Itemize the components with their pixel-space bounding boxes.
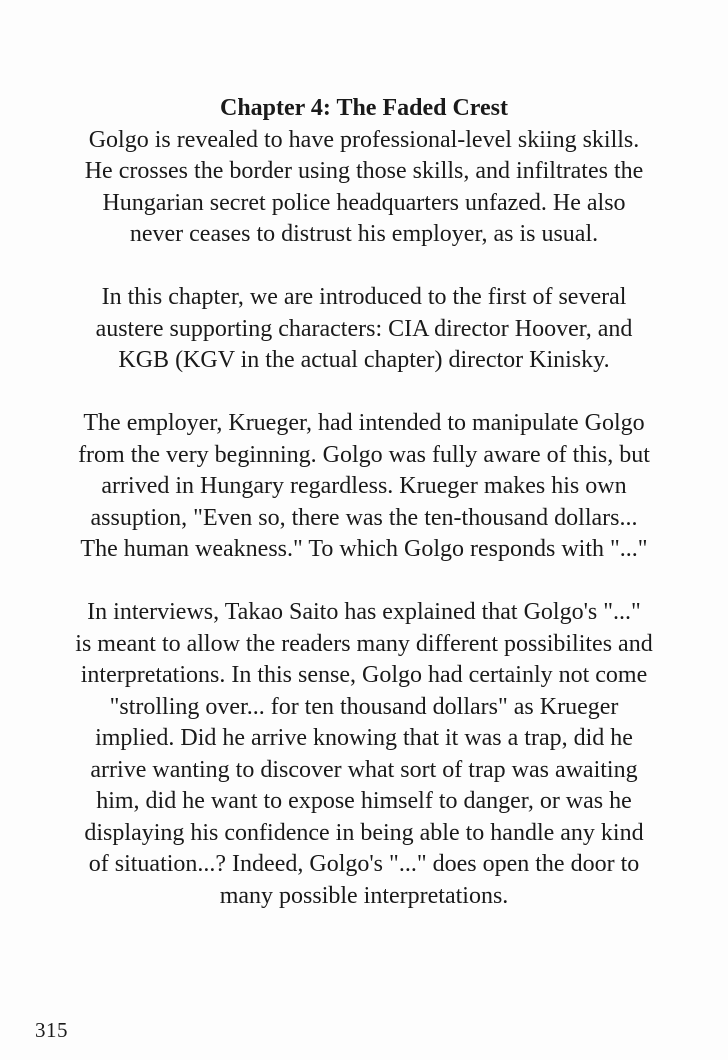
text-line: "strolling over... for ten thousand dollars" as Krueger: [109, 693, 619, 720]
text-line: displaying his confidence in being able to handle any kind: [84, 819, 644, 846]
text-line: interpretations. In this sense, Golgo had certainly not come: [80, 662, 648, 688]
text-line: of situation...? Indeed, Golgo's "..." does open the door to: [88, 851, 640, 877]
text-line: implied. Did he arrive knowing that it was a trap, did he: [95, 725, 633, 751]
text-line: never ceases to distrust his employer, as is usual.: [129, 221, 599, 247]
text-line: The human weakness." To which Golgo responds with "...": [80, 536, 648, 562]
text-line: arrive wanting to discover what sort of trap was awaiting: [90, 756, 638, 783]
paragraph: [30, 125, 698, 251]
text-line: from the very beginning. Golgo was fully aware of this, but: [78, 441, 650, 468]
text-line: In this chapter, we are introduced to the first of several: [101, 284, 627, 310]
text-line: arrived in Hungary regardless. Krueger makes his own: [101, 473, 627, 499]
text-line: In interviews, Takao Saito has explained that Golgo's "...": [87, 599, 641, 625]
text-line: Hungarian secret police headquarters unfazed. He also: [102, 189, 626, 216]
paragraph: [30, 282, 698, 377]
paragraph: [30, 408, 698, 566]
text-line: many possible interpretations.: [219, 882, 509, 909]
paragraph: [30, 597, 698, 912]
chapter-title: Chapter 4: The Faded Crest: [220, 95, 508, 121]
text-line: is meant to allow the readers many different possibilites and: [75, 630, 653, 657]
text-line: Golgo is revealed to have professional-level skiing skills.: [88, 126, 640, 153]
page-content: [30, 93, 698, 912]
text-line: He crosses the border using those skills, and infiltrates the: [84, 158, 644, 184]
text-line: him, did he want to expose himself to danger, or was he: [96, 788, 632, 814]
text-line: The employer, Krueger, had intended to manipulate Golgo: [83, 410, 645, 436]
text-line: austere supporting characters: CIA director Hoover, and: [95, 315, 633, 342]
text-line: assuption, "Even so, there was the ten-thousand dollars...: [90, 504, 638, 531]
text-line: KGB (KGV in the actual chapter) director Kinisky.: [118, 347, 610, 373]
page-number: 315: [35, 1018, 68, 1042]
